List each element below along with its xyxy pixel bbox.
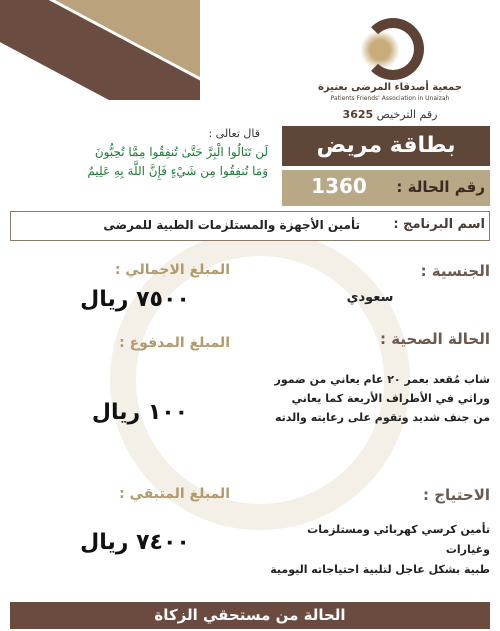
- health-description: [270, 370, 490, 427]
- verse-line-1: لَن تَنَالُوا الْبِرَّ حَتَّىٰ تُنفِقُوا مِمَّا تُحِبُّونَ: [94, 145, 268, 159]
- total-amount-label: المبلغ الاجمالي :: [114, 262, 230, 278]
- remaining-amount-value: ٧٤٠٠ ريال: [80, 530, 190, 555]
- program-value: تأمين الأجهزة والمستلزمات الطبية للمرضى: [103, 218, 360, 232]
- verse-intro: قال تعالى :: [208, 127, 260, 140]
- health-line-2: وراثي في الأطراف الأربعة كما يعاني: [291, 392, 490, 405]
- case-number: 1360: [311, 174, 367, 198]
- card-title: بطاقة مريض: [282, 126, 490, 166]
- logo-icon: [362, 18, 424, 80]
- verse-line-2: وَمَا تُنفِقُوا مِن شَيْءٍ فَإِنَّ اللَّهَ بِهِ عَلِيمٌ: [87, 164, 268, 178]
- health-line-3: من جنف شديد وتقوم على رعايته والدته: [275, 411, 490, 424]
- need-line-2: طبية بشكل عاجل لتلبية احتياجاته اليومية: [270, 563, 490, 576]
- health-label: الحالة الصحية :: [380, 330, 490, 348]
- license-number: 3625: [342, 108, 374, 121]
- nationality-label: الجنسية :: [420, 262, 490, 280]
- health-line-1: شاب مُقعد بعمر ٢٠ عام يعاني من ضمور: [274, 373, 490, 386]
- quran-verse: [18, 143, 268, 181]
- license-line: [300, 108, 480, 121]
- org-name-en: Patients Friends' Association in Unaizah: [330, 95, 450, 102]
- total-amount-value: ٧٥٠٠ ريال: [80, 287, 190, 312]
- paid-amount-value: ١٠٠ ريال: [91, 400, 189, 425]
- case-number-label: رقم الحالة :: [396, 178, 485, 196]
- remaining-amount-label: المبلغ المتبقي :: [119, 486, 230, 502]
- program-label: اسم البرنامج :: [393, 217, 485, 232]
- paid-amount-label: المبلغ المدفوع :: [119, 335, 230, 351]
- org-name-ar: جمعية أصدقاء المرضى بعنيزة: [317, 82, 462, 93]
- need-description: [270, 520, 490, 580]
- license-label: رقم الترخيص: [376, 108, 438, 121]
- nationality-value: سعودي: [346, 290, 394, 305]
- need-label: الاحتياج :: [422, 486, 490, 504]
- need-line-1: تأمين كرسي كهربائي ومستلزمات وغيارات: [307, 523, 490, 556]
- corner-decoration: [0, 0, 200, 100]
- zakat-footer: الحالة من مستحقي الزكاة: [10, 602, 490, 629]
